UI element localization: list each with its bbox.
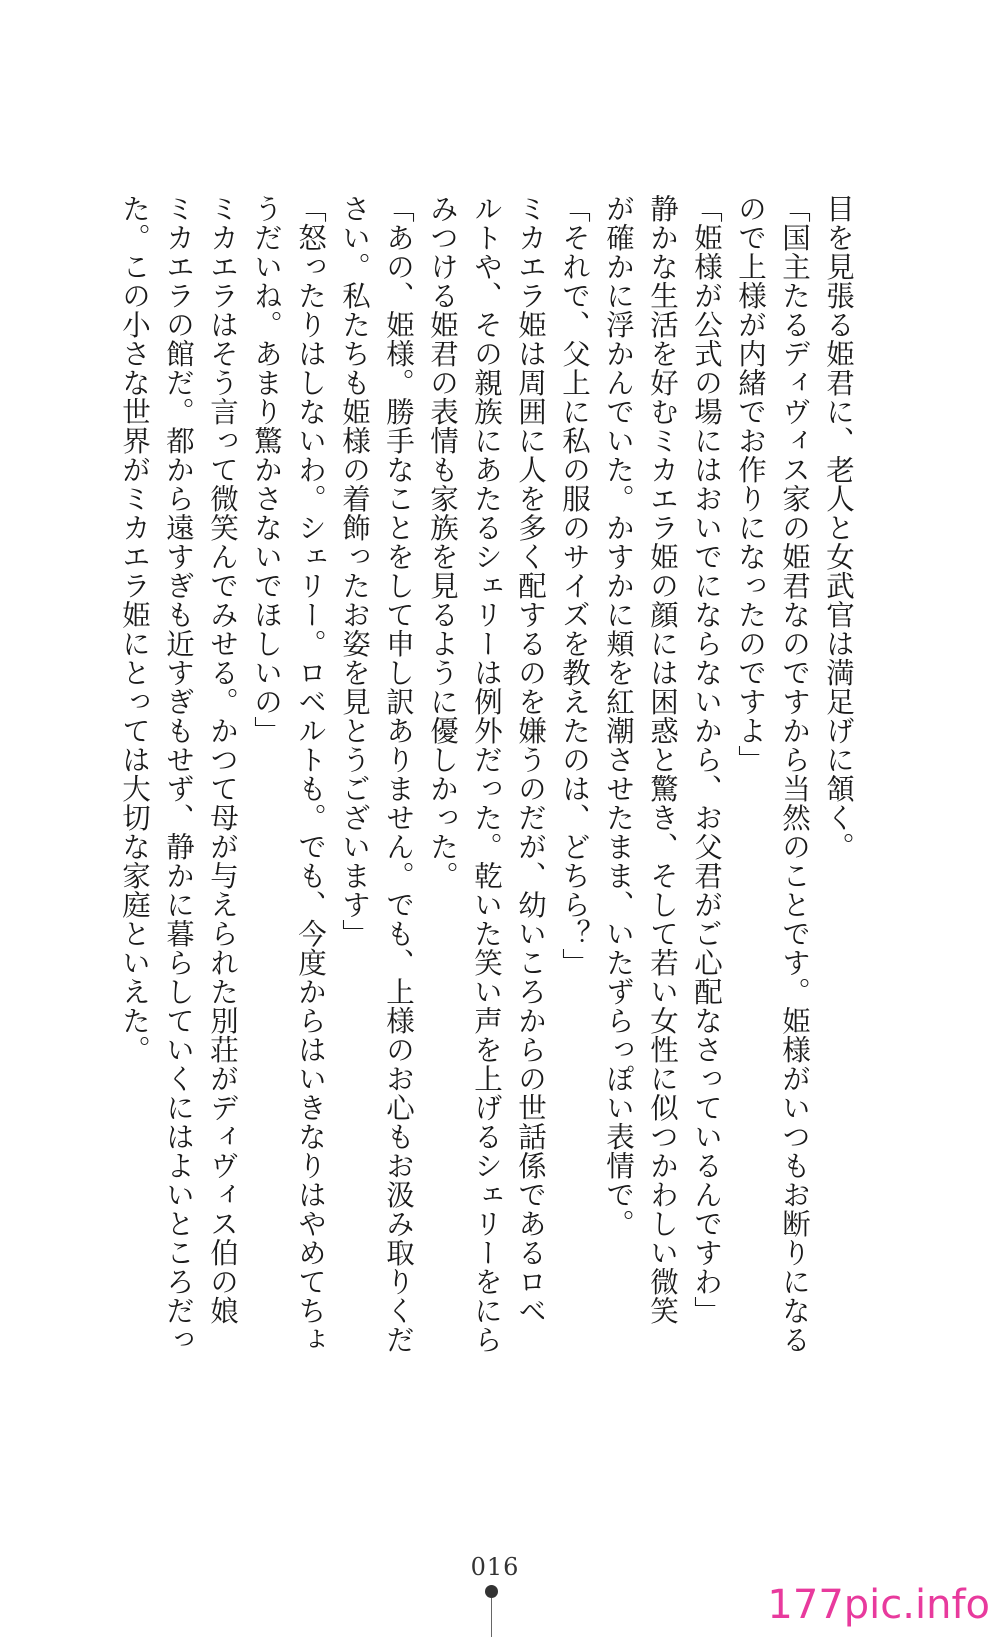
text-line: が確かに浮かんでいた。かすかに頬を紅潮させたまま、いたずらっぽい表情で。	[602, 194, 635, 1238]
text-line: 「怒ったりはしないわ。シェリー。ロベルトも。でも、今度からはいきなりはやめてちょ	[294, 194, 327, 1354]
text-line: さい。私たちも姫様の着飾ったお姿を見とうございます」	[338, 194, 371, 948]
page-marker-line	[491, 1598, 492, 1637]
text-line: ミカエラの館だ。都から遠すぎも近すぎもせず、静かに暮らしていくにはよいところだっ	[162, 194, 195, 1354]
vertical-text-body	[112, 194, 860, 1354]
text-line: うだいね。あまり驚かさないでほしいの」	[250, 194, 283, 745]
text-line: みつける姫君の表情も家族を見るように優しかった。	[426, 194, 459, 890]
watermark-text: 177pic.info	[767, 1582, 990, 1628]
text-line: ミカエラ姫は周囲に人を多く配するのを嫌うのだが、幼いころからの世話係であるロベ	[514, 194, 547, 1325]
text-line: ルトや、その親族にあたるシェリーは例外だった。乾いた笑い声を上げるシェリーをにら	[470, 194, 503, 1354]
text-line: 「それで、父上に私の服のサイズを教えたのは、どちら？」	[558, 194, 591, 977]
page-marker-dot-icon	[485, 1585, 498, 1598]
text-line: ミカエラはそう言って微笑んでみせる。かつて母が与えられた別荘がディヴィス伯の娘	[206, 194, 239, 1325]
text-line: 静かな生活を好むミカエラ姫の顔には困惑と驚き、そして若い女性に似つかわしい微笑	[646, 194, 679, 1325]
text-line: 「国主たるディヴィス家の姫君なのですから当然のことです。姫様がいつもお断りになる	[778, 194, 811, 1354]
text-line: 目を見張る姫君に、老人と女武官は満足げに頷く。	[822, 194, 855, 861]
text-line: た。この小さな世界がミカエラ姫にとっては大切な家庭といえた。	[118, 194, 151, 1064]
text-line: 「姫様が公式の場にはおいでにならないから、お父君がご心配なさっているんですわ」	[690, 194, 723, 1325]
text-line: 「あの、姫様。勝手なことをして申し訳ありません。でも、上様のお心もお汲み取りくだ	[382, 194, 415, 1354]
page-number: 016	[470, 1553, 520, 1581]
text-line: ので上様が内緒でお作りになったのですよ」	[734, 194, 767, 774]
